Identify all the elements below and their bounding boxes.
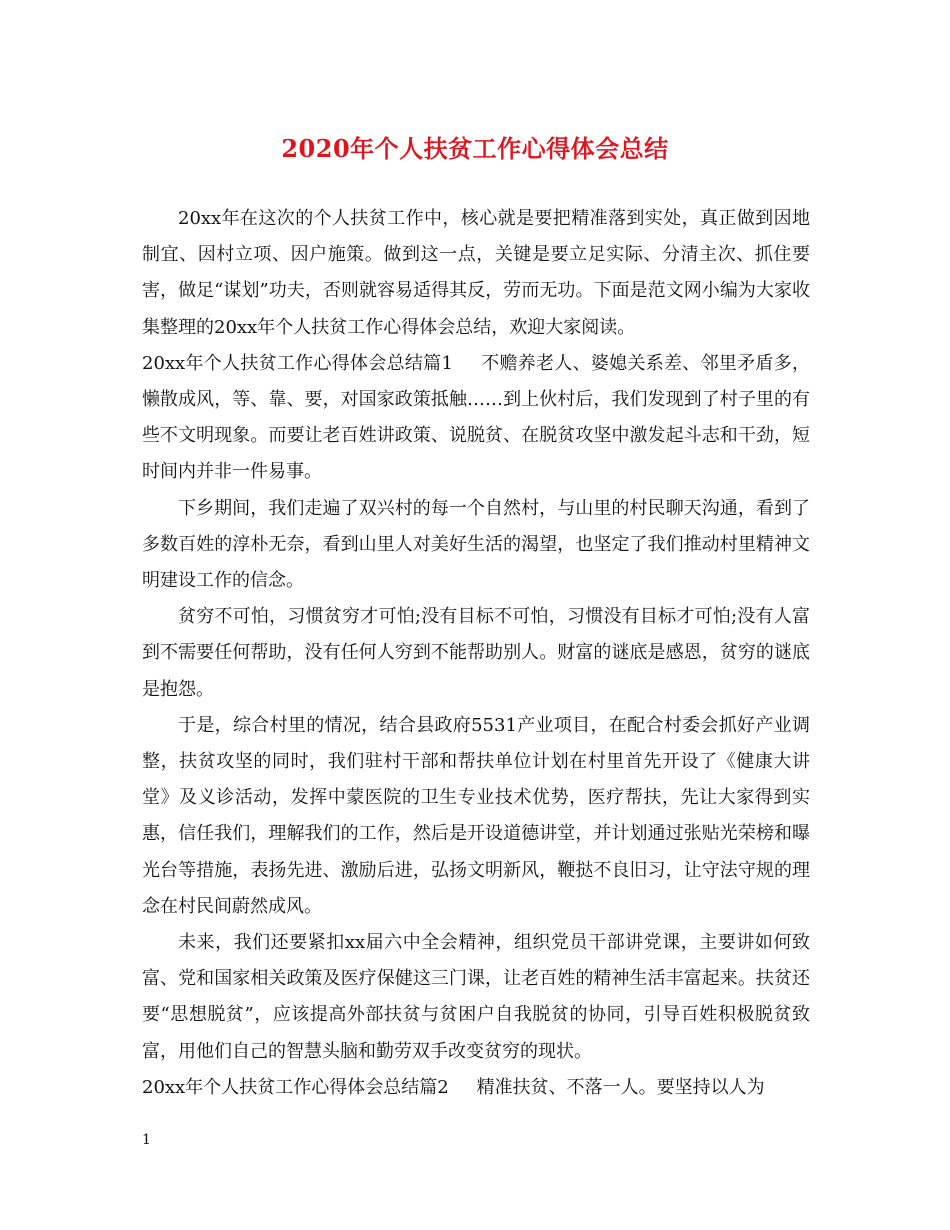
section-2-block bbox=[142, 1070, 810, 1106]
document-title: 2020年个人扶贫工作心得体会总结 bbox=[281, 134, 669, 163]
paragraph-future-plans: 未来，我们还要紧扣xx届六中全会精神，组织党员干部讲党课，主要讲如何致富、党和国家相关政策及医疗保健这三门课，让老百姓的精神生活丰富起来。扶贫还要“思想脱贫”，应该提高外部扶贫与贫困户自我脱贫的协同，引导百姓积极脱贫致富，用他们自己的智慧头脑和勤劳双手改变贫穷的现状。 bbox=[142, 932, 810, 1062]
page-number: 1 bbox=[142, 1132, 151, 1148]
intro-paragraph: 20xx年在这次的个人扶贫工作中，核心就是要把精准落到实处，真正做到因地制宜、因村立项、因户施策。做到这一点，关键是要立足实际、分清主次、抓住要害，做足“谋划”功夫，否则就容易适得其反，劳而无功。下面是范文网小编为大家收集整理的20xx年个人扶贫工作心得体会总结，欢迎大家阅读。 bbox=[142, 208, 810, 338]
document-body bbox=[142, 201, 810, 1106]
paragraph-health-lectures: 于是，综合村里的情况，结合县政府5531产业项目，在配合村委会抓好产业调整，扶贫攻坚的同时，我们驻村干部和帮扶单位计划在村里首先开设了《健康大讲堂》及义诊活动，发挥中蒙医院的卫生专业技术优势，医疗帮扶，先让大家得到实惠，信任我们，理解我们的工作，然后是开设道德讲堂，并计划通过张贴光荣榜和曝光台等措施，表扬先进、激励后进，弘扬文明新风，鞭挞不良旧习，让守法守规的理念在村民间蔚然成风。 bbox=[142, 714, 810, 917]
section-1-text: 不赡养老人、婆媳关系差、邻里矛盾多，懒散成风，等、靠、要，对国家政策抵触……到上伙村后，我们发现到了村子里的有些不文明现象。而要让老百姓讲政策、说脱贫、在脱贫攻坚中激发起斗志和干劲，短时间内并非一件易事。 bbox=[142, 352, 810, 483]
section-1-block bbox=[142, 346, 810, 491]
section-2-text: 精准扶贫、不落一人。要坚持以人为 bbox=[476, 1076, 765, 1098]
paragraph-poverty-mindset: 贫穷不可怕，习惯贫穷才可怕;没有目标不可怕，习惯没有目标才可怕;没有人富到不需要任何帮助，没有任何人穷到不能帮助别人。财富的谜底是感恩，贫穷的谜底是抱怨。 bbox=[142, 606, 810, 700]
section-1-heading: 20xx年个人扶贫工作心得体会总结篇1 bbox=[142, 352, 453, 374]
paragraph-village-visit: 下乡期间，我们走遍了双兴村的每一个自然村，与山里的村民聊天沟通，看到了多数百姓的淳朴无奈，看到山里人对美好生活的渴望，也坚定了我们推动村里精神文明建设工作的信念。 bbox=[142, 497, 810, 592]
section-2-heading: 20xx年个人扶贫工作心得体会总结篇2 bbox=[142, 1076, 449, 1098]
